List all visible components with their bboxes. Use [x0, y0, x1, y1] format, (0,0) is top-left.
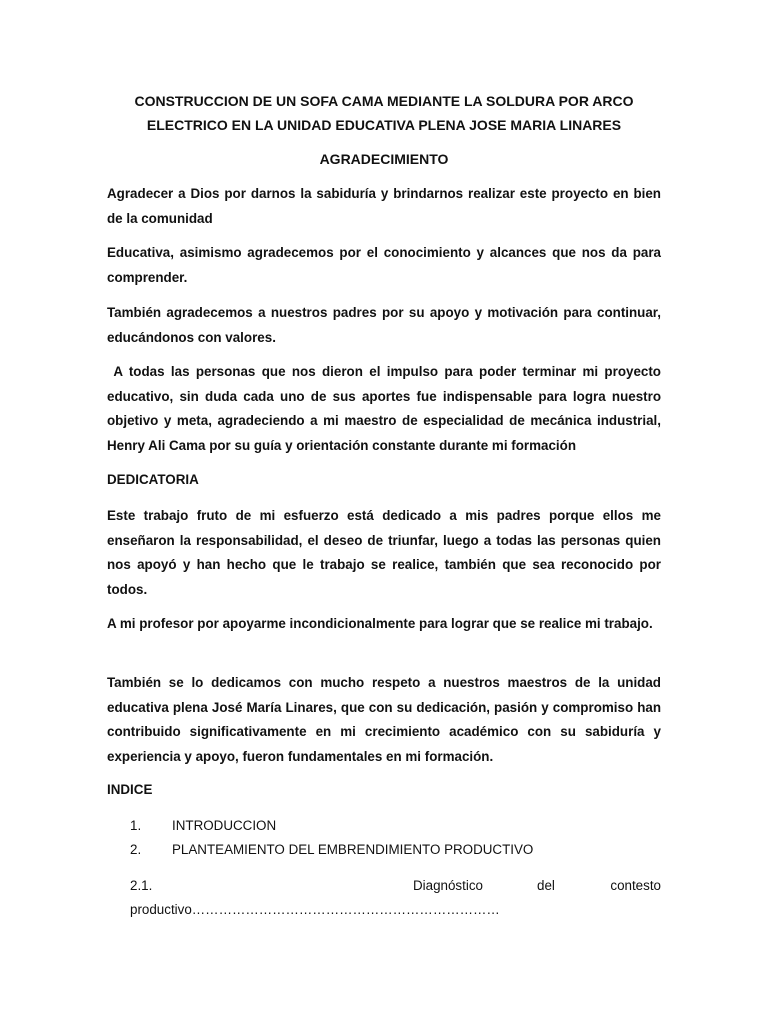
toc-subitem-word-3: contesto — [610, 878, 661, 893]
toc-subitem-diagnostico — [130, 874, 661, 898]
toc-item-planteamiento — [130, 838, 533, 862]
agradecimiento-heading: AGRADECIMIENTO — [319, 151, 449, 167]
document-title-line-2: ELECTRICO EN LA UNIDAD EDUCATIVA PLENA JOSE MARIA LINARES — [146, 117, 622, 133]
document-title-line-1: CONSTRUCCION DE UN SOFA CAMA MEDIANTE LA SOLDURA POR ARCO — [134, 93, 634, 109]
toc-item-label: INTRODUCCION — [172, 818, 277, 833]
agradecimiento-paragraph-3: También agradecemos a nuestros padres por su apoyo y motivación para continuar, educándonos con valores. — [107, 305, 661, 345]
dedicatoria-paragraph-1: Este trabajo fruto de mi esfuerzo está dedicado a mis padres porque ellos me enseñaron la responsabilidad, el deseo de triunfar, luego a todas las personas quien nos apoyó y han hecho que le trabajo se realice, también que sea reconocido por todos. — [107, 508, 661, 597]
toc-subitem-word-1: Diagnóstico — [413, 878, 483, 893]
toc-subitem-line-2: productivo…………………………………………………………… — [130, 902, 500, 917]
toc-item-introduccion — [130, 814, 276, 838]
dedicatoria-heading: DEDICATORIA — [107, 472, 199, 487]
toc-item-number: 2. — [130, 842, 142, 857]
toc-subitem-word-2: del — [537, 878, 555, 893]
agradecimiento-paragraph-2: Educativa, asimismo agradecemos por el conocimiento y alcances que nos da para comprender. — [107, 245, 661, 285]
indice-heading: INDICE — [107, 782, 153, 797]
agradecimiento-paragraph-4: A todas las personas que nos dieron el impulso para poder terminar mi proyecto educativo, sin duda cada uno de sus aportes fue indispensable para logra nuestro objetivo y meta, agradeciendo a mi maestro de especialidad de mecánica industrial, Henry Ali Cama por su guía y orientación constante durante mi formación — [107, 364, 665, 453]
toc-subitem-number: 2.1. — [130, 878, 153, 893]
dedicatoria-paragraph-2: A mi profesor por apoyarme incondicionalmente para lograr que se realice mi trabajo. — [107, 616, 653, 631]
toc-item-number: 1. — [130, 818, 142, 833]
agradecimiento-paragraph-1: Agradecer a Dios por darnos la sabiduría y brindarnos realizar este proyecto en bien de la comunidad — [107, 186, 661, 226]
dedicatoria-paragraph-3: También se lo dedicamos con mucho respeto a nuestros maestros de la unidad educativa plena José María Linares, que con su dedicación, pasión y compromiso han contribuido significativamente en mi crecimiento académico con su sabiduría y experiencia y apoyo, fueron fundamentales en mi formación. — [107, 675, 661, 764]
toc-item-label: PLANTEAMIENTO DEL EMBRENDIMIENTO PRODUCTIVO — [172, 842, 534, 857]
